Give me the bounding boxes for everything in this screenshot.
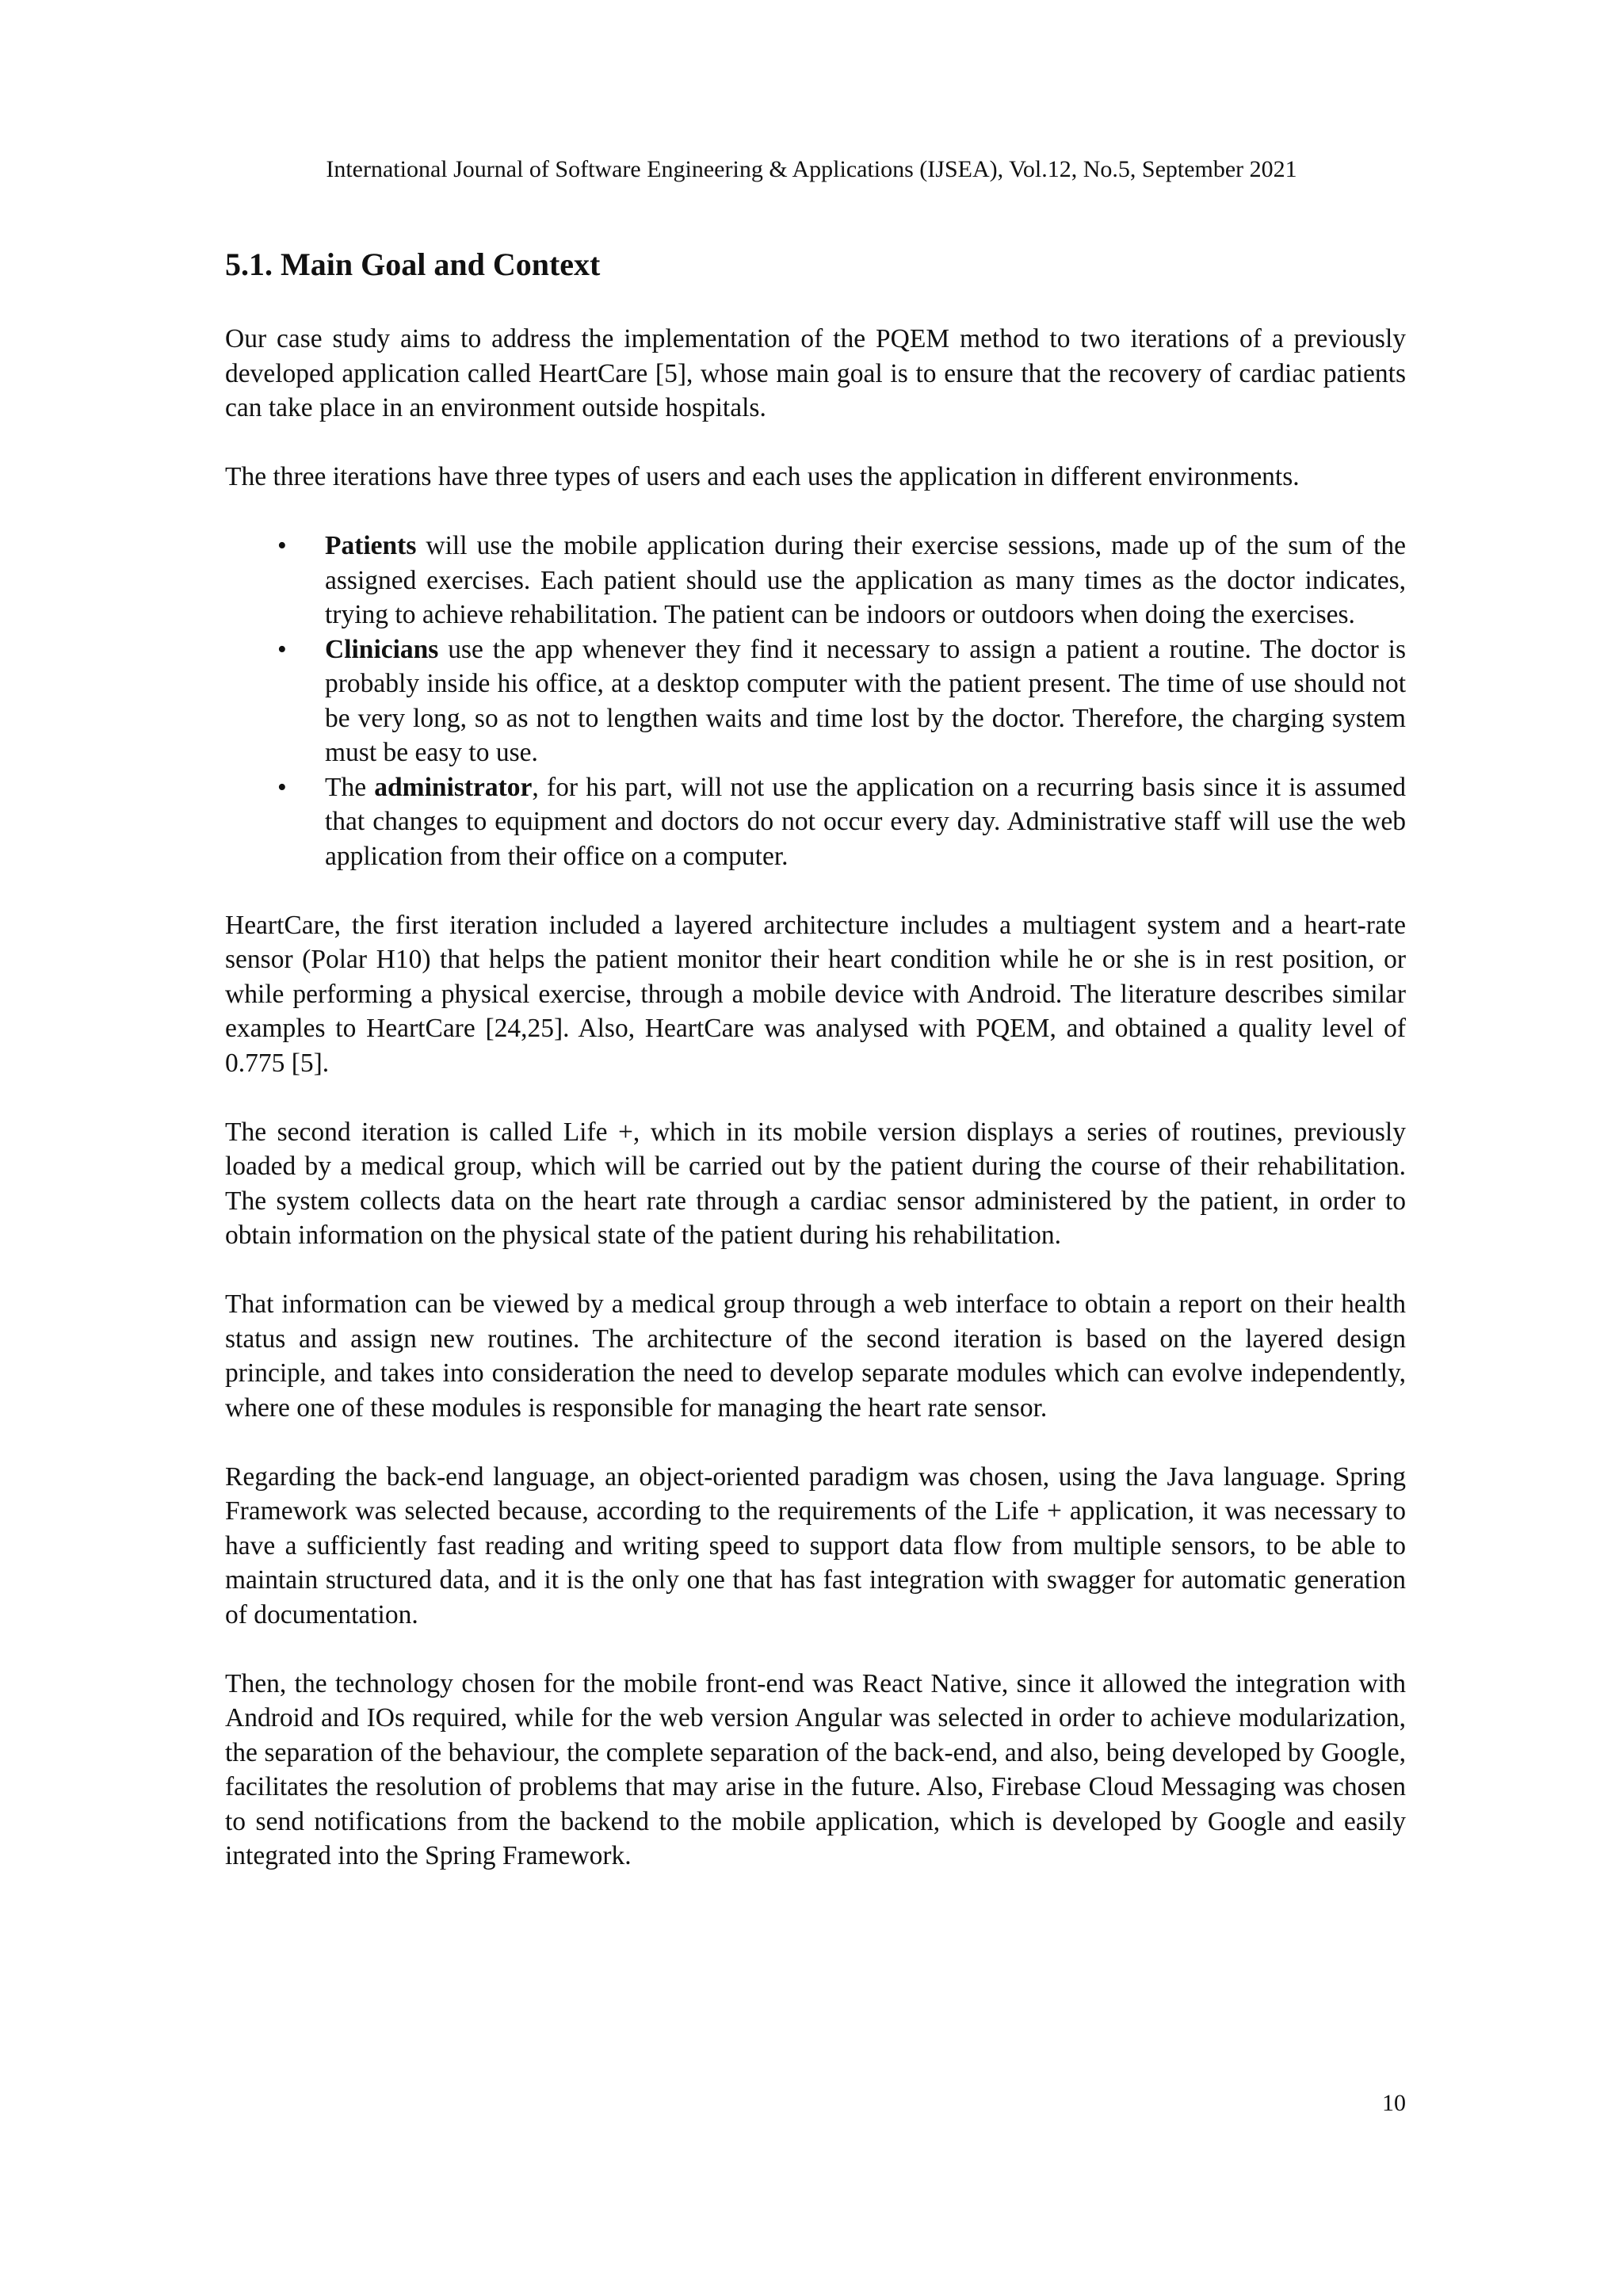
bullet-bold-term: Patients xyxy=(325,531,417,560)
bullet-icon: • xyxy=(277,634,287,664)
list-item-clinicians xyxy=(225,632,1406,770)
bullet-icon: • xyxy=(277,772,287,802)
paragraph-web-interface: That information can be viewed by a medical group through a web interface to obtain a report on their health status and assign new routines. The architecture of the second iteration is based on the layered design principle, and takes into consideration the need to develop separate modules which can evolve independently, where one of these modules is responsible for managing the heart rate sensor. xyxy=(225,1289,1406,1423)
bullet-text-after: will use the mobile application during their exercise sessions, made up of the sum of the assigned exercises. Each patient should use the application as many times as the doctor indicates, trying to achieve rehabilitation. The patient can be indoors or outdoors when doing the exercises. xyxy=(325,531,1406,629)
bullet-text-after: use the app whenever they find it necessary to assign a patient a routine. The doctor is probably inside his office, at a desktop computer with the patient present. The time of use should not be very long, so as not to lengthen waits and time lost by the doctor. Therefore, the charging system must be easy to use. xyxy=(325,634,1406,767)
paragraph-front-end-technology: Then, the technology chosen for the mobile front-end was React Native, since it allowed the integration with Android and IOs required, while for the web version Angular was selected in order to achieve modularization, the separation of the behaviour, the complete separation of the back-end, and also, being developed by Google, facilitates the resolution of problems that may arise in the future. Also, Firebase Cloud Messaging was chosen to send notifications from the backend to the mobile application, which is developed by Google and easily integrated into the Spring Framework. xyxy=(225,1668,1406,1870)
running-header: International Journal of Software Engineering & Applications (IJSEA), Vol.12, No.5, September 2021 xyxy=(326,156,1297,182)
page-body xyxy=(225,246,1406,1908)
bullet-bold-term: administrator xyxy=(374,772,533,802)
bullet-text-before: The xyxy=(325,772,375,802)
list-item-administrator xyxy=(225,770,1406,874)
bullet-icon: • xyxy=(277,531,287,560)
user-types-list xyxy=(225,529,1406,873)
list-item-patients xyxy=(225,529,1406,632)
bullet-bold-term: Clinicians xyxy=(325,634,439,664)
paragraph-life-plus-iteration: The second iteration is called Life +, which in its mobile version displays a series of routines, previously loaded by a medical group, which will be carried out by the patient during the course of their rehabilitation. The system collects data on the heart rate through a cardiac sensor administered by the patient, in order to obtain information on the physical state of the patient during his rehabilitation. xyxy=(225,1117,1406,1250)
bullet-text-after: , for his part, will not use the application on a recurring basis since it is assumed that changes to equipment and doctors do not occur every day. Administrative staff will use the web application from their office on a computer. xyxy=(325,772,1406,871)
section-heading: 5.1. Main Goal and Context xyxy=(225,246,601,282)
paragraph-back-end-language: Regarding the back-end language, an object-oriented paradigm was chosen, using the Java language. Spring Framework was selected because, according to the requirements of the Life + application, it was necessary to have a sufficiently fast reading and writing speed to support data flow from multiple sensors, to be able to maintain structured data, and it is the only one that has fast integration with swagger for automatic generation of documentation. xyxy=(225,1461,1406,1629)
paragraph-heartcare-iteration: HeartCare, the first iteration included a layered architecture includes a multiagent system and a heart-rate sensor (Polar H10) that helps the patient monitor their heart condition while he or she is in rest position, or while performing a physical exercise, through a mobile device with Android. The literature describes similar examples to HeartCare [24,25]. Also, HeartCare was analysed with PQEM, and obtained a quality level of 0.775 [5]. xyxy=(225,910,1406,1078)
paragraph-user-types: The three iterations have three types of users and each uses the application in different environments. xyxy=(225,462,1300,491)
page-number: 10 xyxy=(1382,2090,1406,2116)
paragraph-case-study-aim: Our case study aims to address the implementation of the PQEM method to two iterations of a previously developed application called HeartCare [5], whose main goal is to ensure that the recovery of cardiac patients can take place in an environment outside hospitals. xyxy=(225,324,1406,422)
